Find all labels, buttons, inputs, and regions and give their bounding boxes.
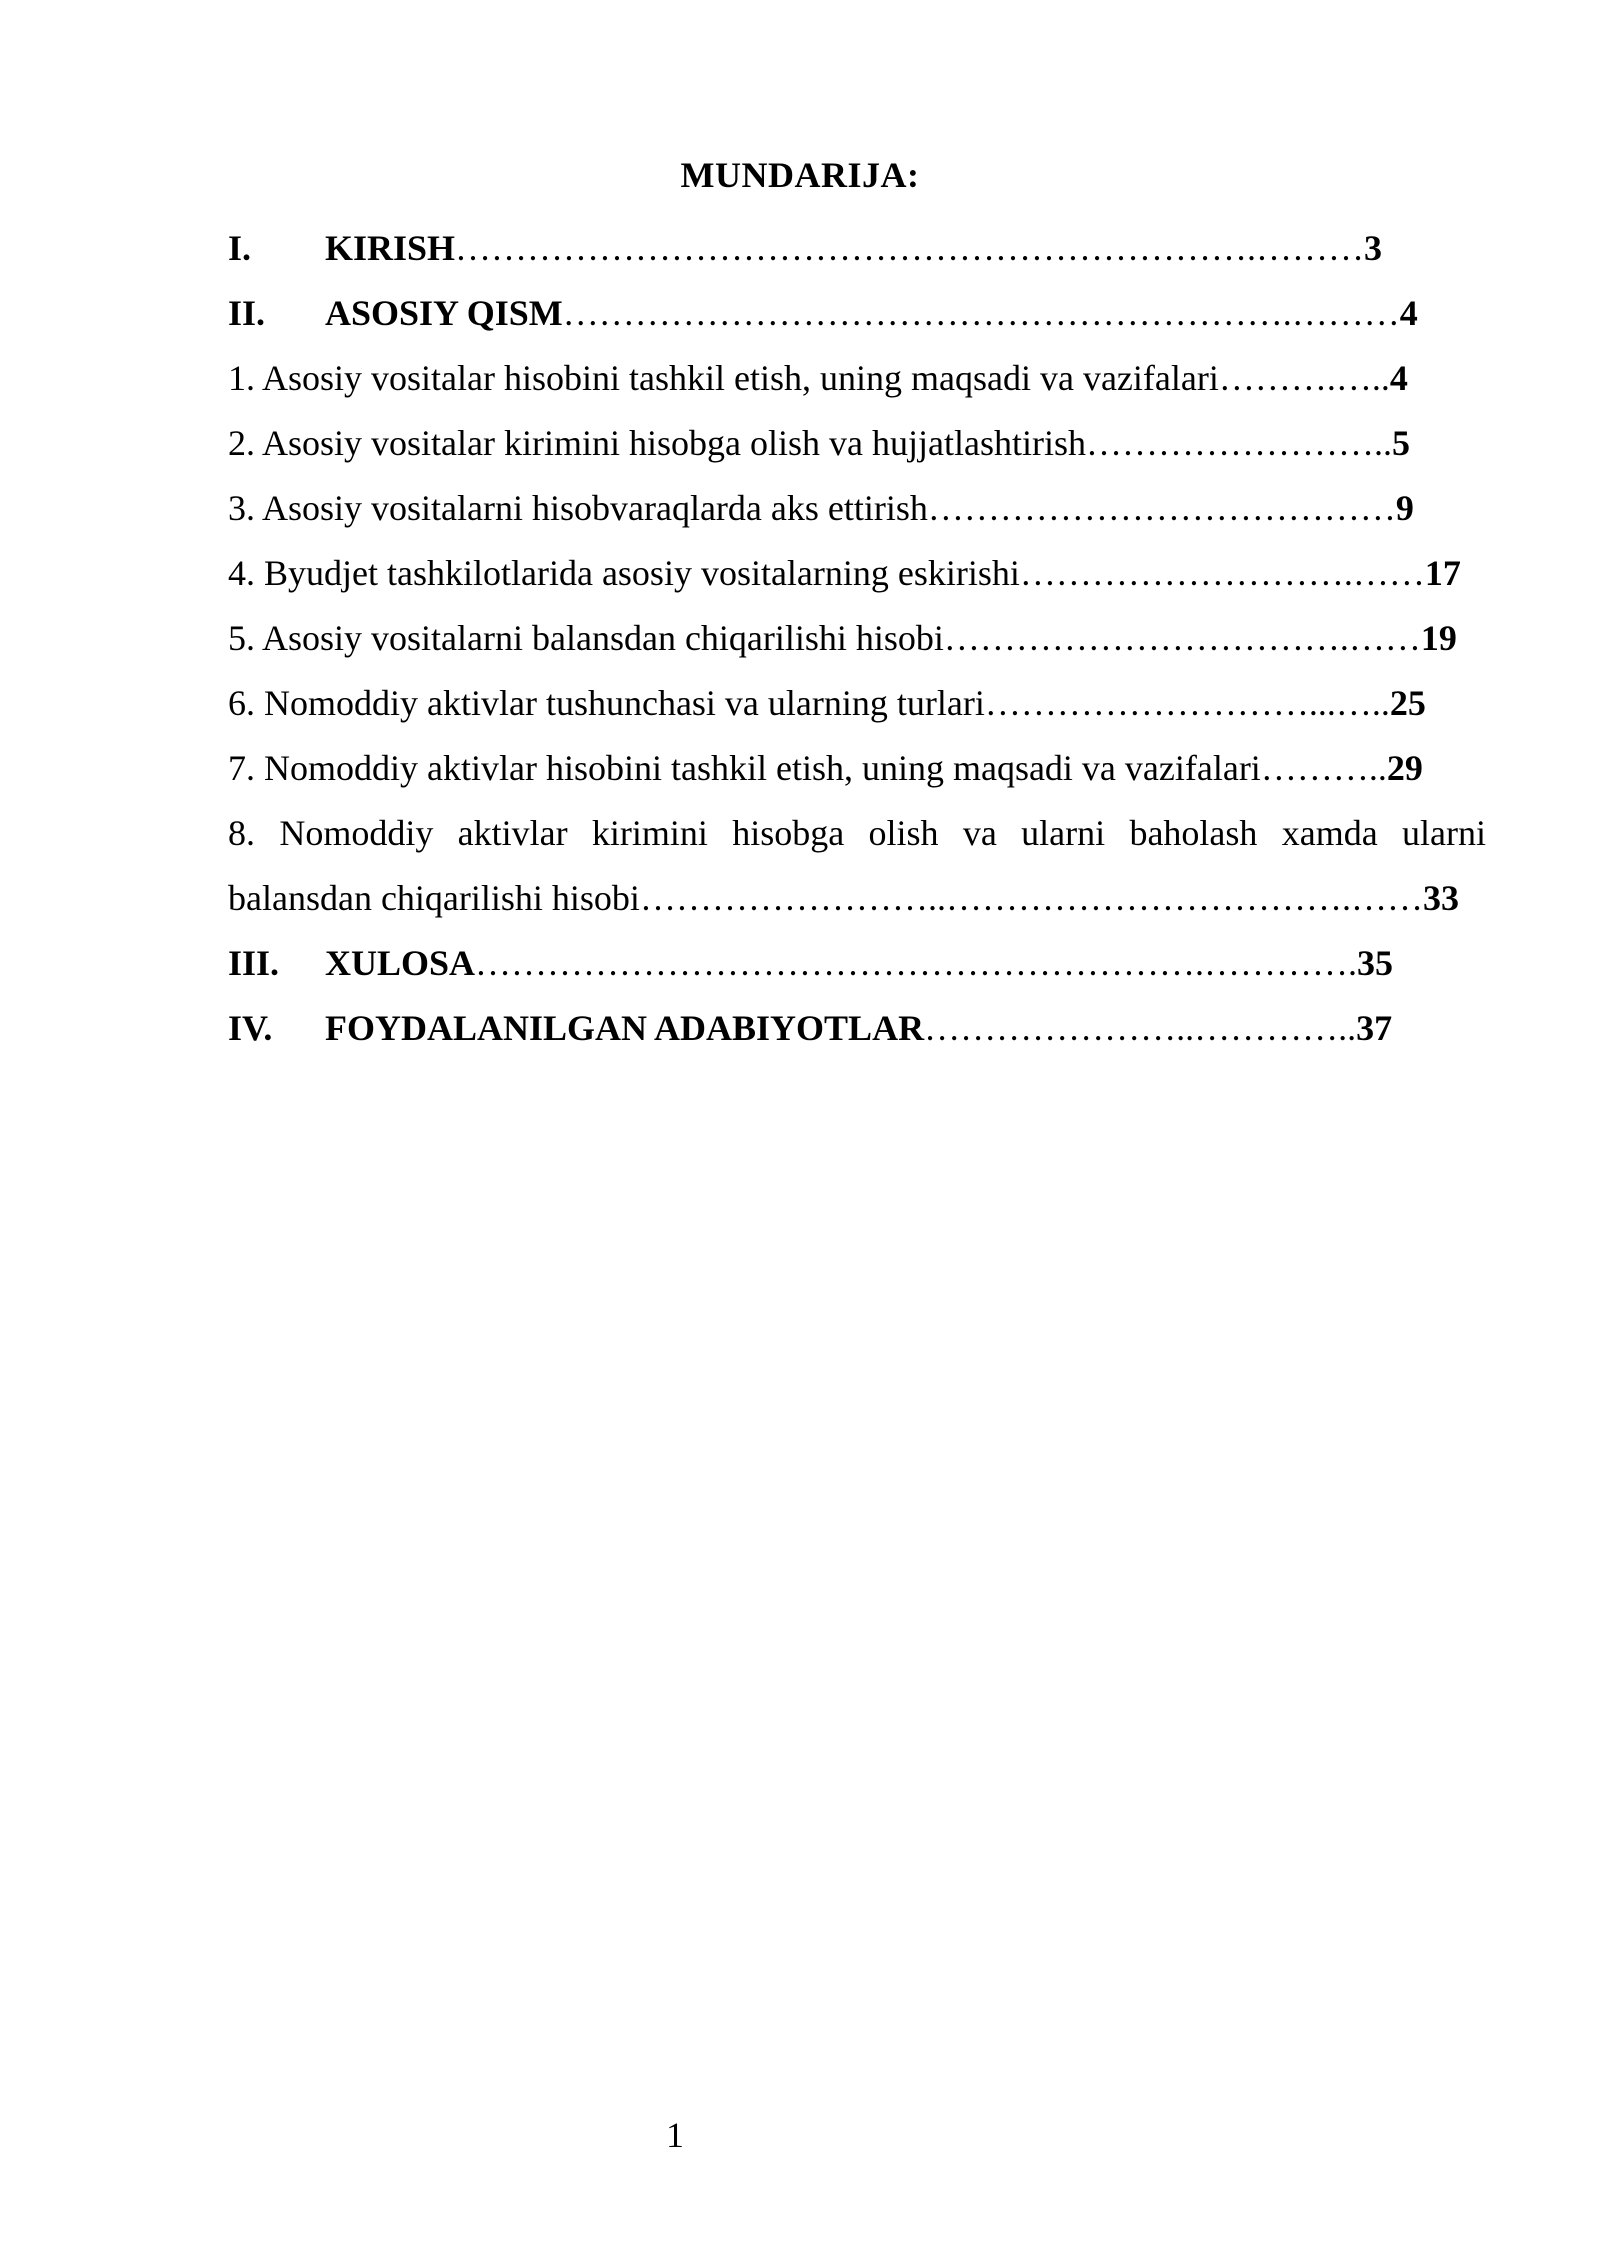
toc-entry-leader: ……………………….……: [1019, 553, 1425, 593]
toc-entry-6: [228, 671, 1486, 736]
toc-entry-2: [228, 411, 1486, 476]
toc-entry-page: 3: [1364, 228, 1383, 268]
toc-title: MUNDARIJA:: [680, 155, 920, 195]
toc-entry-page: 4: [1389, 358, 1408, 398]
toc-entry-4: [228, 541, 1486, 606]
toc-entry-label: 3. Asosiy vositalarni hisobvaraqlarda aks ettirish: [228, 488, 928, 528]
toc-entry-page: 33: [1422, 878, 1459, 918]
toc-entry-leader: …………………..…………..: [924, 1008, 1357, 1048]
toc-entry-page: 19: [1420, 618, 1457, 658]
toc-entry-leader: ………..: [1260, 748, 1387, 788]
toc-entry-leader: …………………………….……: [943, 618, 1421, 658]
toc-entry-leader: ………………………...…..: [984, 683, 1390, 723]
toc-entry-xulosa: [228, 931, 1486, 996]
toc-entry-kirish: [228, 216, 1486, 281]
toc-entry-leader: ……….…..: [1218, 358, 1390, 398]
toc-entry-page: 25: [1389, 683, 1426, 723]
toc-entry-leader: ………………………………………………………….………: [455, 228, 1365, 268]
toc-entry-7: [228, 736, 1486, 801]
toc-entry-label: FOYDALANILGAN ADABIYOTLAR: [325, 1008, 925, 1048]
toc-entry-asosiy-qism: [228, 281, 1486, 346]
toc-entry-1: [228, 346, 1486, 411]
toc-entry-number: I.: [228, 228, 252, 268]
toc-entry-leader: ……………………..…………………………….……: [639, 878, 1423, 918]
toc-entry-page: 35: [1357, 943, 1394, 983]
toc-entry-page: 4: [1399, 293, 1418, 333]
toc-entry-number: IV.: [228, 1008, 273, 1048]
toc-entry-8-line-1: [228, 801, 1486, 866]
toc-entry-label: 1. Asosiy vositalar hisobini tashkil etish, uning maqsadi va vazifalari: [228, 358, 1219, 398]
toc-entry-label: 2. Asosiy vositalar kirimini hisobga olish va hujjatlashtirish: [228, 423, 1086, 463]
toc-entry-leader: …………………………………………………….………….: [475, 943, 1358, 983]
toc-entry-label: KIRISH: [325, 228, 456, 268]
toc-entry-number: II.: [228, 293, 266, 333]
page-number: 1: [666, 2115, 684, 2155]
toc-entry-label: ASOSIY QISM: [325, 293, 563, 333]
table-of-contents: [228, 216, 1486, 1061]
toc-entry-label: 6. Nomoddiy aktivlar tushunchasi va ularning turlari: [228, 683, 985, 723]
toc-entry-leader: ……………………..: [1085, 423, 1392, 463]
toc-entry-8-line-2: [228, 866, 1486, 931]
toc-entry-page: 29: [1386, 748, 1423, 788]
toc-entry-label: 4. Byudjet tashkilotlarida asosiy vositalarning eskirishi: [228, 553, 1020, 593]
toc-entry-page: 5: [1391, 423, 1410, 463]
toc-entry-3: [228, 476, 1486, 541]
toc-entry-leader: …………………………………………………….………: [562, 293, 1400, 333]
toc-entry-5: [228, 606, 1486, 671]
toc-entry-number: III.: [228, 943, 280, 983]
toc-entry-page: 17: [1424, 553, 1461, 593]
toc-entry-page: 37: [1356, 1008, 1393, 1048]
toc-entry-page: 9: [1395, 488, 1414, 528]
toc-entry-label: XULOSA: [325, 943, 476, 983]
toc-entry-adabiyotlar: [228, 996, 1486, 1061]
toc-entry-label: 7. Nomoddiy aktivlar hisobini tashkil etish, uning maqsadi va vazifalari: [228, 748, 1261, 788]
toc-entry-label: 5. Asosiy vositalarni balansdan chiqarilishi hisobi: [228, 618, 944, 658]
toc-entry-leader: …………………………………: [927, 488, 1396, 528]
toc-entry-label: 8. Nomoddiy aktivlar kirimini hisobga olish va ularni baholash xamda ularni: [228, 813, 1486, 853]
toc-entry-label-continued: balansdan chiqarilishi hisobi: [228, 878, 640, 918]
